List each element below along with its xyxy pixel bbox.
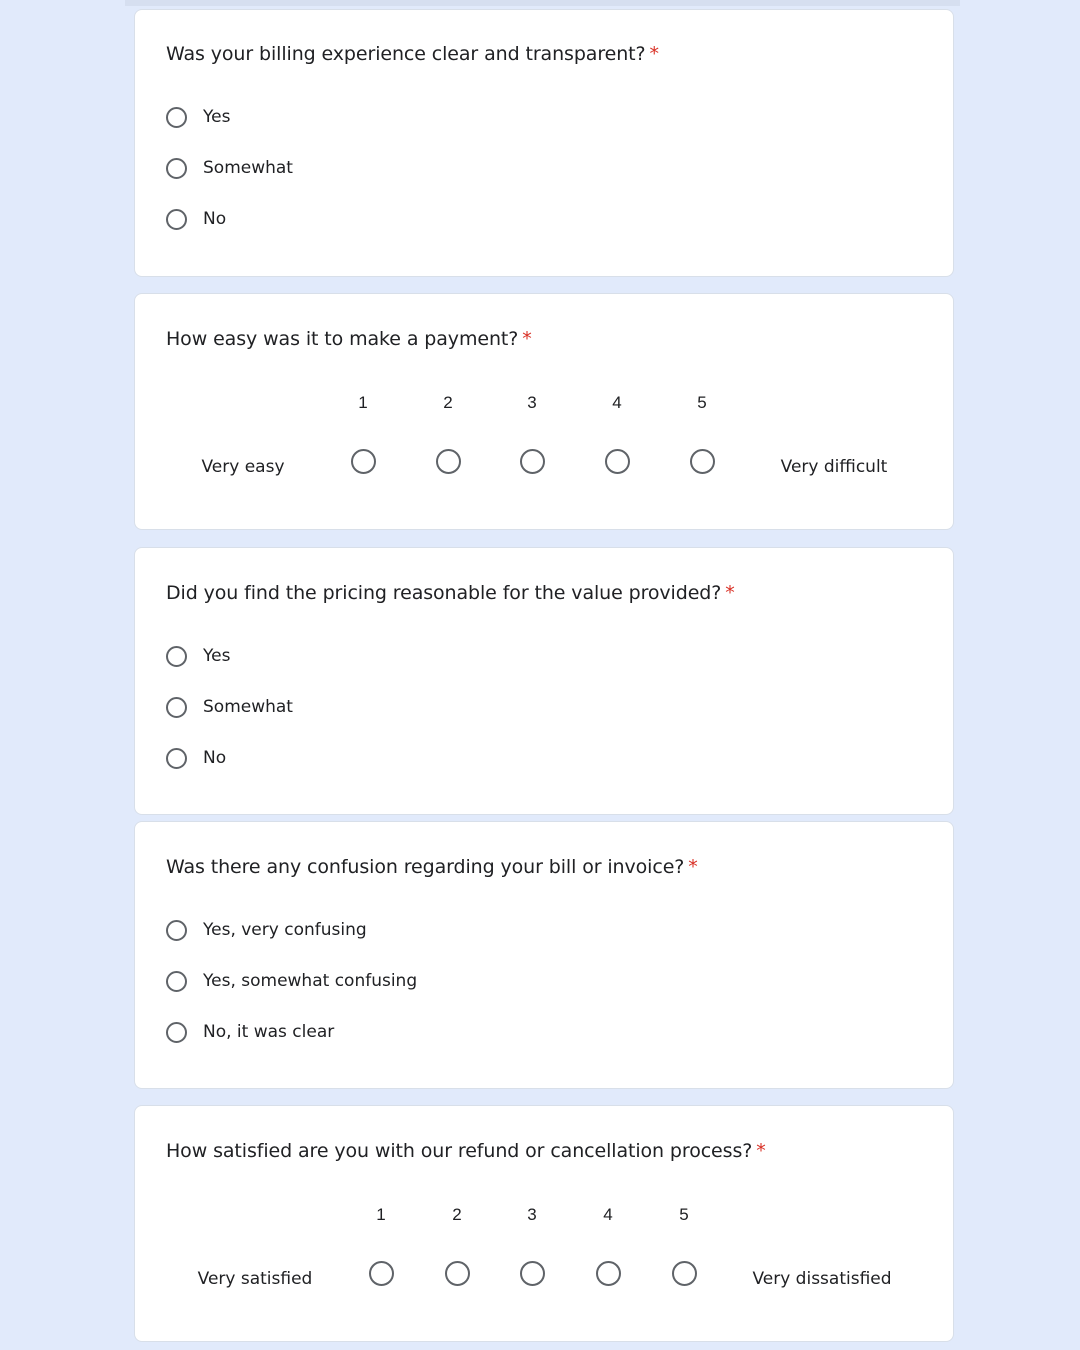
option-somewhat[interactable] [166, 155, 293, 181]
scale-radio-5[interactable] [672, 1261, 697, 1286]
scale-label-5: 5 [697, 393, 707, 412]
radio-button[interactable] [166, 158, 187, 179]
option-no-it-was-clear[interactable] [166, 1019, 334, 1045]
scale-radio-2[interactable] [436, 449, 461, 474]
option-no[interactable] [166, 745, 226, 771]
option-label: Yes [203, 107, 231, 127]
question-title [166, 43, 659, 65]
scale-label-2: 2 [443, 393, 453, 412]
scale-radio-1[interactable] [351, 449, 376, 474]
question-text: How easy was it to make a payment? [166, 328, 519, 350]
scale-radio-3[interactable] [520, 1261, 545, 1286]
radio-button[interactable] [166, 697, 187, 718]
scale-label-4: 4 [612, 393, 622, 412]
question-title [166, 582, 735, 604]
scale-label-3: 3 [527, 1205, 537, 1224]
question-card-refund-satisfaction [134, 1105, 954, 1342]
scale-label-4: 4 [603, 1205, 613, 1224]
previous-card-edge [125, 0, 960, 6]
radio-button[interactable] [166, 748, 187, 769]
scale-high-label: Very dissatisfied [752, 1269, 892, 1289]
question-text: Was your billing experience clear and transparent? [166, 43, 646, 65]
option-label: Yes, very confusing [203, 920, 367, 940]
option-yes[interactable] [166, 104, 230, 130]
option-yes[interactable] [166, 643, 230, 669]
radio-button[interactable] [166, 107, 187, 128]
question-text: How satisfied are you with our refund or cancellation process? [166, 1140, 753, 1162]
scale-label-1: 1 [376, 1205, 386, 1224]
radio-button[interactable] [166, 646, 187, 667]
option-label: No [203, 209, 227, 229]
radio-button[interactable] [166, 209, 187, 230]
required-asterisk: * [522, 328, 532, 350]
option-label: No, it was clear [203, 1022, 335, 1042]
scale-radio-4[interactable] [605, 449, 630, 474]
scale-label-2: 2 [452, 1205, 462, 1224]
scale-radio-4[interactable] [596, 1261, 621, 1286]
scale-label-1: 1 [358, 393, 368, 412]
option-label: Somewhat [203, 697, 293, 717]
question-title [166, 856, 698, 878]
radio-button[interactable] [166, 971, 187, 992]
radio-button[interactable] [166, 1022, 187, 1043]
scale-radio-1[interactable] [369, 1261, 394, 1286]
required-asterisk: * [725, 582, 735, 604]
required-asterisk: * [688, 856, 698, 878]
question-text: Did you find the pricing reasonable for the value provided? [166, 582, 722, 604]
option-yes-somewhat-confusing[interactable] [166, 968, 417, 994]
required-asterisk: * [649, 43, 659, 65]
scale-radio-3[interactable] [520, 449, 545, 474]
question-title [166, 1140, 766, 1162]
scale-high-label: Very difficult [780, 457, 888, 477]
scale-low-label: Very easy [201, 457, 285, 477]
option-no[interactable] [166, 206, 226, 232]
option-label: No [203, 748, 227, 768]
option-yes-very-confusing[interactable] [166, 917, 367, 943]
option-label: Yes, somewhat confusing [203, 971, 418, 991]
option-label: Yes [203, 646, 231, 666]
question-card-billing-clarity [134, 9, 954, 277]
question-title [166, 328, 532, 350]
radio-button[interactable] [166, 920, 187, 941]
scale-label-3: 3 [527, 393, 537, 412]
scale-radio-2[interactable] [445, 1261, 470, 1286]
question-card-bill-confusion [134, 821, 954, 1089]
question-text: Was there any confusion regarding your bill or invoice? [166, 856, 685, 878]
question-card-pricing-value [134, 547, 954, 815]
scale-radio-5[interactable] [690, 449, 715, 474]
required-asterisk: * [756, 1140, 766, 1162]
option-somewhat[interactable] [166, 694, 293, 720]
option-label: Somewhat [203, 158, 293, 178]
question-card-payment-ease [134, 293, 954, 530]
scale-label-5: 5 [679, 1205, 689, 1224]
scale-low-label: Very satisfied [197, 1269, 313, 1289]
